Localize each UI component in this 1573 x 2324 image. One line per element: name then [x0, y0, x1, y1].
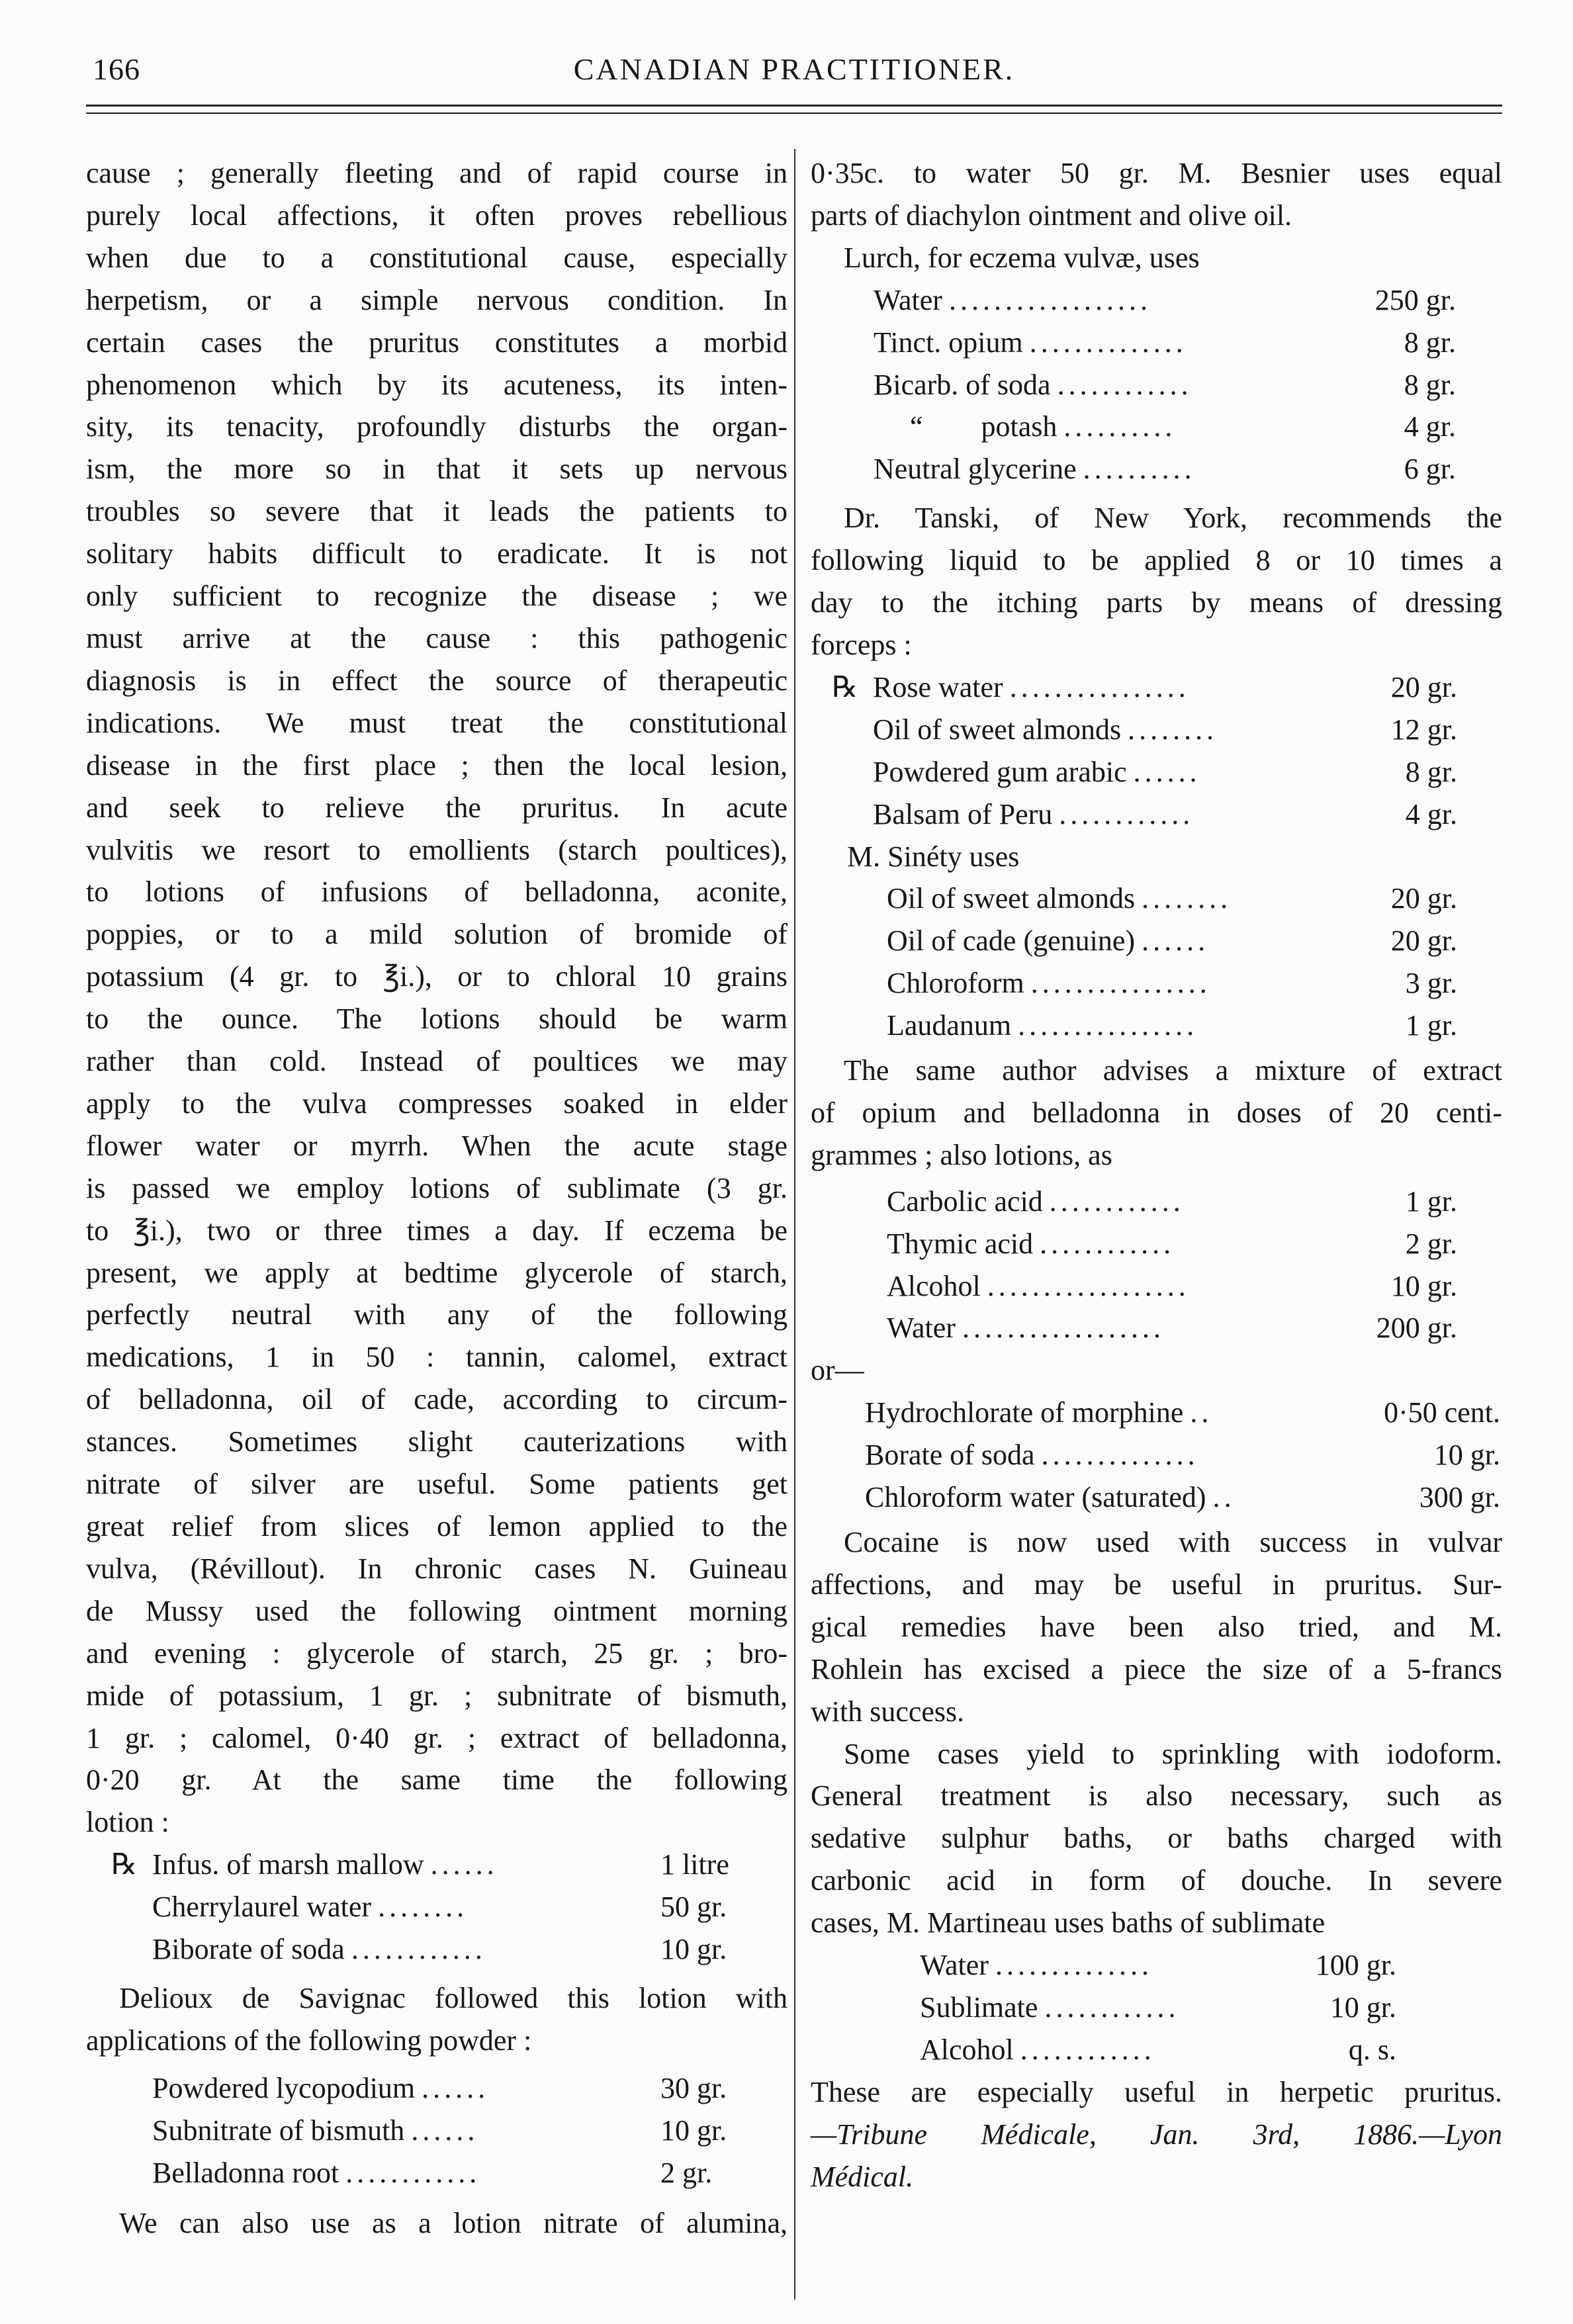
prescription-row: [887, 877, 1457, 920]
text-line: medications, 1 in 50 : tannin, calomel, extract: [86, 1341, 787, 1374]
leader-dots: ..........: [1083, 453, 1196, 486]
text-line: Cocaine is now used with success in vulvar: [844, 1526, 1502, 1558]
prescription-row: [874, 364, 1456, 406]
text-line: potassium (4 gr. to ℥i.), or to chloral 10 grains: [86, 960, 787, 993]
ingredient-name: Borate of soda: [865, 1439, 1035, 1472]
citation-line: —Tribune Médicale, Jan. 3rd, 1886.—Lyon: [811, 2118, 1502, 2151]
paragraph: [811, 1733, 1502, 1945]
leader-dots: ..............: [1029, 326, 1187, 359]
ingredient-quantity: 10 gr.: [1433, 1439, 1500, 1472]
text-line: flower water or myrrh. When the acute stage: [86, 1129, 787, 1162]
text-line: to ℥i.), two or three times a day. If eczema be: [86, 1214, 787, 1247]
prescription-row: [874, 406, 1456, 448]
left-column: [86, 152, 787, 2244]
ingredient-name: Water: [887, 1312, 956, 1345]
ingredient-quantity: 10 gr.: [1390, 1269, 1457, 1302]
ingredient-name: Powdered gum arabic: [873, 755, 1127, 788]
leader-dots: ......: [430, 1848, 498, 1881]
leader-dots: ......: [422, 2071, 490, 2104]
leader-dots: ..................: [948, 283, 1151, 316]
text-line: parts of diachylon ointment and olive oil.: [811, 199, 1292, 232]
leader-dots: ......: [1142, 924, 1210, 958]
ingredient-name: Balsam of Peru: [873, 797, 1053, 830]
prescription: [811, 1181, 1457, 1350]
text-line: of belladonna, oil of cade, according to circum-: [86, 1383, 787, 1416]
ingredient-name: Rose water: [873, 670, 1003, 703]
text-line: vulva, (Révillout). In chronic cases N. Guineau: [86, 1552, 787, 1585]
leader-dots: ............: [1044, 1990, 1180, 2024]
prescription: [811, 1392, 1500, 1519]
text-line: ism, the more so in that it sets up nervous: [86, 453, 787, 486]
text-line: herpetism, or a simple nervous condition. In: [86, 283, 787, 316]
page-number: 166: [93, 52, 140, 86]
ingredient-quantity: 2 gr.: [1405, 1227, 1457, 1260]
leader-dots: ..................: [962, 1312, 1165, 1345]
text-line: lotion :: [86, 1806, 169, 1839]
text-line: to the ounce. The lotions should be warm: [86, 1003, 787, 1036]
text-line: sity, its tenacity, profoundly disturbs the organ-: [86, 410, 787, 443]
ingredient-name: Oil of sweet almonds: [887, 882, 1136, 915]
prescription-row: [887, 1307, 1457, 1349]
text-line: We can also use as a lotion nitrate of alumina,: [119, 2206, 787, 2239]
text-line: Lurch, for eczema vulvæ, uses: [844, 241, 1200, 274]
text-line: diagnosis is in effect the source of therapeutic: [86, 664, 787, 697]
prescription-row: [887, 1265, 1457, 1308]
text-line: affections, and may be useful in pruritus. Sur-: [811, 1568, 1502, 1601]
prescription: [811, 1944, 1396, 2071]
ingredient-quantity: 100 gr.: [1315, 1949, 1396, 1982]
prescription: [811, 279, 1456, 491]
text-line: apply to the vulva compresses soaked in elder: [86, 1087, 787, 1120]
ingredient-name: Subnitrate of bismuth: [152, 2114, 405, 2147]
recipe-symbol: ℞: [111, 1848, 138, 1881]
text-line: These are especially useful in herpetic pruritus.: [811, 2075, 1502, 2108]
leader-dots: ................: [1030, 967, 1211, 1000]
leader-dots: ......: [1133, 755, 1201, 788]
text-line: 1 gr. ; calomel, 0·40 gr. ; extract of belladonna,: [86, 1721, 787, 1754]
text-line: cases, M. Martineau uses baths of sublimate: [811, 1906, 1326, 1940]
prescription-row: [152, 2067, 773, 2110]
leader-dots: ........: [378, 1891, 469, 1924]
ingredient-quantity: 8 gr.: [1404, 326, 1456, 359]
text-line: when due to a constitutional cause, especially: [86, 241, 787, 274]
text-line: forceps :: [811, 628, 912, 661]
ingredient-quantity: 12 gr.: [1390, 713, 1457, 746]
text-line: following liquid to be applied 8 or 10 times a: [811, 544, 1502, 577]
text-line: of opium and belladonna in doses of 20 centi-: [811, 1096, 1502, 1129]
ingredient-name: Infus. of marsh mallow: [152, 1848, 424, 1881]
text-line: Rohlein has excised a piece the size of a 5-francs: [811, 1652, 1502, 1685]
text-line: rather than cold. Instead of poultices we may: [86, 1045, 787, 1078]
header-rule-bottom: [86, 112, 1502, 114]
leader-dots: ............: [1049, 1184, 1185, 1218]
text-line: present, we apply at bedtime glycerole of starch,: [86, 1256, 787, 1289]
prescription-row: [111, 1886, 773, 1928]
ingredient-quantity: 0·50 cent.: [1384, 1396, 1500, 1429]
text-line: The same author advises a mixture of extract: [844, 1054, 1502, 1087]
text-line: grammes ; also lotions, as: [811, 1138, 1112, 1171]
leader-dots: ..: [1190, 1396, 1213, 1429]
paragraph: [811, 497, 1502, 666]
prescription: [811, 666, 1457, 836]
ingredient-name: Bicarb. of soda: [874, 368, 1051, 401]
leader-dots: ............: [345, 2156, 481, 2189]
text-line: M. Sinéty uses: [847, 840, 1020, 873]
text-line: Delioux de Savignac followed this lotion with: [119, 1981, 787, 2014]
text-line: sedative sulphur baths, or baths charged with: [811, 1822, 1502, 1855]
prescription-row: [832, 709, 1457, 751]
prescription-row: [887, 1181, 1457, 1223]
citation-line: Médical.: [811, 2160, 914, 2193]
running-title: CANADIAN PRACTITIONER.: [573, 52, 1015, 86]
ingredient-name: Alcohol: [920, 2033, 1014, 2066]
right-column: [811, 152, 1502, 2198]
leader-dots: ..: [1212, 1481, 1236, 1514]
ingredient-name: Sublimate: [920, 1990, 1038, 2024]
leader-dots: ........: [1142, 882, 1232, 915]
ingredient-quantity: q. s.: [1348, 2033, 1396, 2066]
paragraph: [86, 152, 787, 1844]
prescription-row: [111, 1928, 773, 1971]
leader-dots: ............: [1059, 797, 1194, 830]
ingredient-name: Belladonna root: [152, 2156, 339, 2189]
prescription: [811, 877, 1457, 1047]
text-line: cause ; generally fleeting and of rapid course in: [86, 157, 787, 189]
ingredient-quantity: 8 gr.: [1405, 755, 1457, 788]
ingredient-quantity: 1 gr.: [1405, 1009, 1457, 1042]
ingredient-name: Biborate of soda: [152, 1933, 345, 1966]
text-line: gical remedies have been also tried, and M.: [811, 1610, 1502, 1643]
ingredient-name: Cherrylaurel water: [152, 1891, 372, 1924]
ingredient-name: “ potash: [910, 410, 1057, 443]
leader-dots: ..........: [1063, 410, 1177, 443]
ingredient-name: Hydrochlorate of morphine: [865, 1396, 1184, 1429]
column-divider: [794, 149, 795, 2300]
prescription-row: [832, 751, 1457, 793]
text-line: carbonic acid in form of douche. In severe: [811, 1864, 1502, 1897]
ingredient-quantity: 50 gr.: [660, 1891, 727, 1924]
leader-dots: ..............: [1041, 1439, 1199, 1472]
ingredient-quantity: 1 gr.: [1405, 1184, 1457, 1218]
leader-dots: ........: [1128, 713, 1218, 746]
prescription-row: [865, 1476, 1500, 1519]
prescription-row: [874, 448, 1456, 490]
prescription: [86, 1844, 773, 1971]
ingredient-quantity: 10 gr.: [660, 1933, 727, 1966]
text-line: to lotions of infusions of belladonna, aconite,: [86, 875, 787, 909]
leader-dots: ............: [1057, 368, 1192, 401]
prescription-row: [152, 2110, 773, 2152]
text-line: Some cases yield to sprinkling with iodoform.: [844, 1737, 1502, 1770]
ingredient-quantity: 20 gr.: [1390, 670, 1457, 703]
ingredient-name: Water: [920, 1949, 989, 1982]
ingredient-quantity: 200 gr.: [1376, 1312, 1457, 1345]
text-line: disease in the first place ; then the local lesion,: [86, 748, 787, 782]
paragraph: [86, 1977, 787, 2062]
leader-dots: ............: [1040, 1227, 1175, 1260]
leader-dots: ................: [1018, 1009, 1198, 1042]
text-line: and evening : glycerole of starch, 25 gr. ; bro-: [86, 1636, 787, 1670]
ingredient-name: Chloroform: [887, 967, 1024, 1000]
text-line: Dr. Tanski, of New York, recommends the: [844, 502, 1502, 535]
text-line: must arrive at the cause : this pathogenic: [86, 621, 787, 654]
ingredient-name: Oil of cade (genuine): [887, 924, 1136, 958]
ingredient-name: Chloroform water (saturated): [865, 1481, 1206, 1514]
prescription-row: [920, 2029, 1396, 2071]
leader-dots: ..................: [987, 1269, 1190, 1302]
ingredient-quantity: 4 gr.: [1405, 797, 1457, 830]
leader-dots: ......: [411, 2114, 479, 2147]
prescription-row: [920, 1944, 1396, 1987]
recipe-symbol: ℞: [832, 670, 858, 703]
text-line: is passed we employ lotions of sublimate (3 gr.: [86, 1171, 787, 1204]
text-line: indications. We must treat the constitutional: [86, 706, 787, 739]
ingredient-name: Powdered lycopodium: [152, 2071, 416, 2104]
text-line: and seek to relieve the pruritus. In acute: [86, 791, 787, 824]
prescription-row: [887, 1223, 1457, 1265]
text-line: phenomenon which by its acuteness, its inten-: [86, 368, 787, 401]
ingredient-quantity: 8 gr.: [1404, 368, 1456, 401]
prescription-row: [874, 322, 1456, 364]
prescription-row: [865, 1434, 1500, 1476]
ingredient-name: Carbolic acid: [887, 1184, 1043, 1218]
ingredient-quantity: 3 gr.: [1405, 967, 1457, 1000]
leader-dots: ................: [1009, 670, 1190, 703]
text-line: certain cases the pruritus constitutes a morbid: [86, 326, 787, 359]
ingredient-quantity: 4 gr.: [1404, 410, 1456, 443]
text-line: General treatment is also necessary, such as: [811, 1779, 1502, 1812]
text-line: 0·20 gr. At the same time the following: [86, 1764, 787, 1797]
text-line: de Mussy used the following ointment morning: [86, 1594, 787, 1627]
prescription-row: [874, 279, 1456, 322]
prescription-row: [111, 1844, 773, 1886]
text-line: 0·35c. to water 50 gr. M. Besnier uses equal: [811, 157, 1502, 189]
leader-dots: ............: [351, 1933, 486, 1966]
text-line: nitrate of silver are useful. Some patients get: [86, 1468, 787, 1501]
text-line: solitary habits difficult to eradicate. It is not: [86, 537, 787, 570]
ingredient-quantity: 20 gr.: [1390, 924, 1457, 958]
paragraph: [811, 1050, 1502, 1177]
prescription-row: [832, 793, 1457, 836]
text-line: stances. Sometimes slight cauterizations with: [86, 1425, 787, 1458]
text-line: applications of the following powder :: [86, 2024, 532, 2057]
text-line: with success.: [811, 1695, 965, 1728]
prescription-row: [887, 1005, 1457, 1047]
ingredient-name: Neutral glycerine: [874, 453, 1077, 486]
ingredient-quantity: 30 gr.: [660, 2071, 727, 2104]
prescription-row: [887, 920, 1457, 962]
text-line: great relief from slices of lemon applied to the: [86, 1510, 787, 1542]
ingredient-quantity: 6 gr.: [1404, 453, 1456, 486]
ingredient-name: Laudanum: [887, 1009, 1012, 1042]
ingredient-quantity: 10 gr.: [660, 2114, 727, 2147]
ingredient-quantity: 300 gr.: [1419, 1481, 1500, 1514]
ingredient-name: Alcohol: [887, 1269, 981, 1302]
page-header: [86, 52, 1502, 98]
text-line: only sufficient to recognize the disease ; we: [86, 580, 787, 613]
text-line: mide of potassium, 1 gr. ; subnitrate of bismuth,: [86, 1679, 787, 1712]
ingredient-quantity: 20 gr.: [1390, 882, 1457, 915]
text-line: day to the itching parts by means of dressing: [811, 586, 1502, 619]
header-rule-top: [86, 105, 1502, 107]
prescription-row: [920, 1987, 1396, 2029]
text-line: troubles so severe that it leads the patients to: [86, 495, 787, 528]
ingredient-quantity: 250 gr.: [1374, 283, 1456, 316]
paragraph: [811, 1521, 1502, 1733]
text-line: purely local affections, it often proves rebellious: [86, 199, 787, 232]
ingredient-quantity: 10 gr.: [1329, 1990, 1396, 2024]
ingredient-quantity: 2 gr.: [660, 2156, 713, 2189]
ingredient-name: Tinct. opium: [874, 326, 1023, 359]
prescription-row: [865, 1392, 1500, 1434]
ingredient-quantity: 1 litre: [660, 1848, 729, 1881]
prescription: [86, 2067, 773, 2194]
leader-dots: ............: [1020, 2033, 1155, 2066]
ingredient-name: Oil of sweet almonds: [873, 713, 1122, 746]
ingredient-name: Water: [874, 283, 942, 316]
prescription-row: [152, 2152, 773, 2194]
ingredient-name: Thymic acid: [887, 1227, 1034, 1260]
text-line: poppies, or to a mild solution of bromide of: [86, 918, 787, 951]
text-line: perfectly neutral with any of the following: [86, 1298, 787, 1331]
prescription-row: [887, 962, 1457, 1005]
text-line: or—: [811, 1354, 864, 1387]
prescription-row: [832, 666, 1457, 709]
text-line: vulvitis we resort to emollients (starch poultices),: [86, 833, 787, 866]
leader-dots: ..............: [995, 1949, 1153, 1982]
